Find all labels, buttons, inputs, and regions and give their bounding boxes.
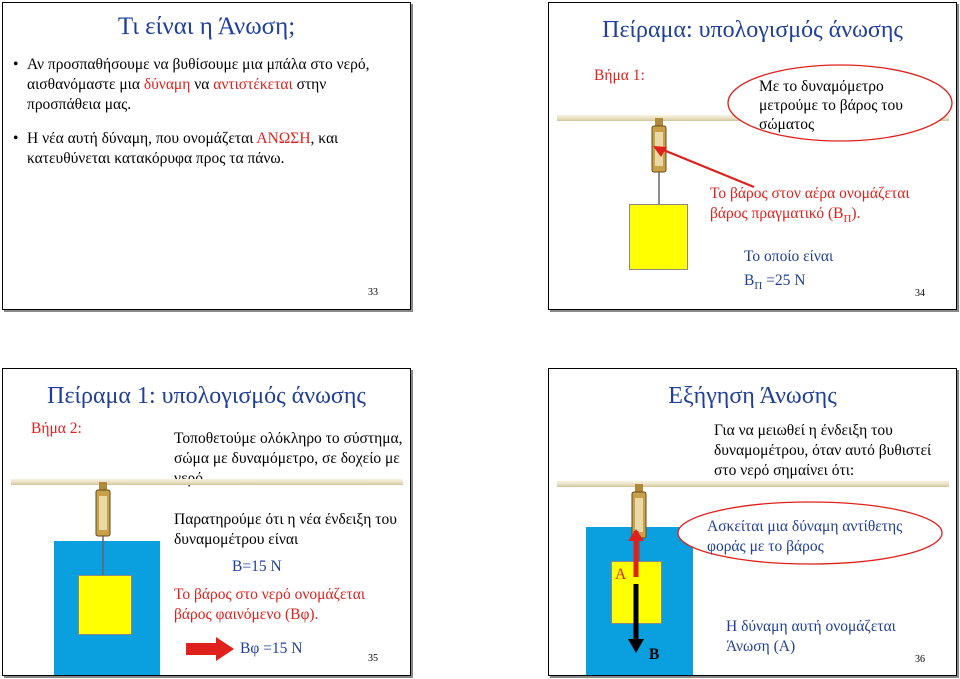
slide-34	[548, 2, 957, 310]
slide-title: Τι είναι η Άνωση;	[117, 13, 296, 40]
page-number: 36	[915, 654, 925, 665]
bubble-text: Ασκείται μια δύναμη αντίθετης φοράς με το βάρος	[707, 518, 903, 555]
highlight-resist: αντιστέκεται	[213, 76, 293, 93]
page-number: 33	[368, 287, 378, 298]
which-is-text: Το οποίο είναι	[744, 248, 834, 265]
step-label: Βήμα 2:	[31, 420, 82, 437]
observation-text: Παρατηρούμε ότι η νέα ένδειξη του δυναμομέτρου είναι	[174, 511, 397, 548]
slide-33	[2, 2, 411, 310]
bubble-text: Με το δυναμόμετρο μετρούμε το βάρος του σώματος	[759, 78, 903, 133]
slide-title: Πείραμα 1: υπολογισμός άνωσης	[47, 383, 366, 409]
label-b: Β	[649, 646, 660, 663]
weight-object	[629, 204, 688, 270]
instruction-text: Τοποθετούμε ολόκληρο το σύστημα, σώμα με δυναμόμετρο, σε δοχείο με	[174, 430, 403, 467]
force-arrows	[624, 529, 648, 655]
bullet-text: να	[190, 76, 214, 93]
bullet-text: Η νέα αυτή δύναμη, που ονομάζεται	[27, 130, 257, 147]
bullet-item	[13, 129, 403, 169]
buoyancy-name-text: Η δύναμη αυτή ονομάζεται Άνωση (Α)	[726, 618, 896, 655]
spring-scale-icon	[88, 482, 118, 578]
right-arrow-icon	[186, 637, 234, 661]
support-bar	[557, 481, 949, 487]
page-number: 35	[368, 653, 378, 664]
step-label: Βήμα 1:	[594, 67, 645, 84]
highlight-force: δύναμη	[143, 76, 191, 93]
slide-title: Εξήγηση Άνωσης	[668, 383, 837, 409]
highlight-buoyancy: ΑΝΩΣΗ	[256, 130, 311, 147]
apparent-weight-text: Το βάρος στο νερό ονομάζεται βάρος φαινόμενο (Βφ).	[174, 586, 366, 623]
slide-35	[2, 368, 411, 676]
explanation-text: Για να μειωθεί η ένδειξη του δυναμομέτρου, όταν αυτό βυθιστεί στο νερό σημαίνει ότι:	[714, 422, 932, 479]
reading-value: Β=15 Ν	[232, 558, 282, 575]
bullet-list	[13, 55, 403, 183]
slide-title: Πείραμα: υπολογισμός άνωσης	[602, 17, 903, 43]
apparent-weight-value: Βφ =15 Ν	[240, 640, 303, 657]
weight-object	[78, 575, 132, 635]
slide-36	[548, 368, 957, 676]
bullet-item	[13, 55, 403, 115]
label-a: Α	[615, 566, 627, 583]
true-weight-value: $B_\Pi =25$ Ν	[744, 272, 806, 293]
bullet-text: Αν προσπαθήσουμε να βυθίσουμε μια μπάλα στο νερό, αισθανόμαστε μια	[27, 56, 370, 93]
page-number: 34	[915, 288, 925, 299]
bullet-text: στην προσπάθεια μας.	[27, 76, 327, 113]
true-weight-text: Το βάρος στον αέρα ονομάζεται βάρος πραγματικό $(B_\Pi)$.	[710, 185, 910, 226]
bullet-text: , και κατευθύνεται κατακόρυφα προς τα πάνω.	[27, 130, 339, 167]
support-bar	[11, 479, 403, 485]
